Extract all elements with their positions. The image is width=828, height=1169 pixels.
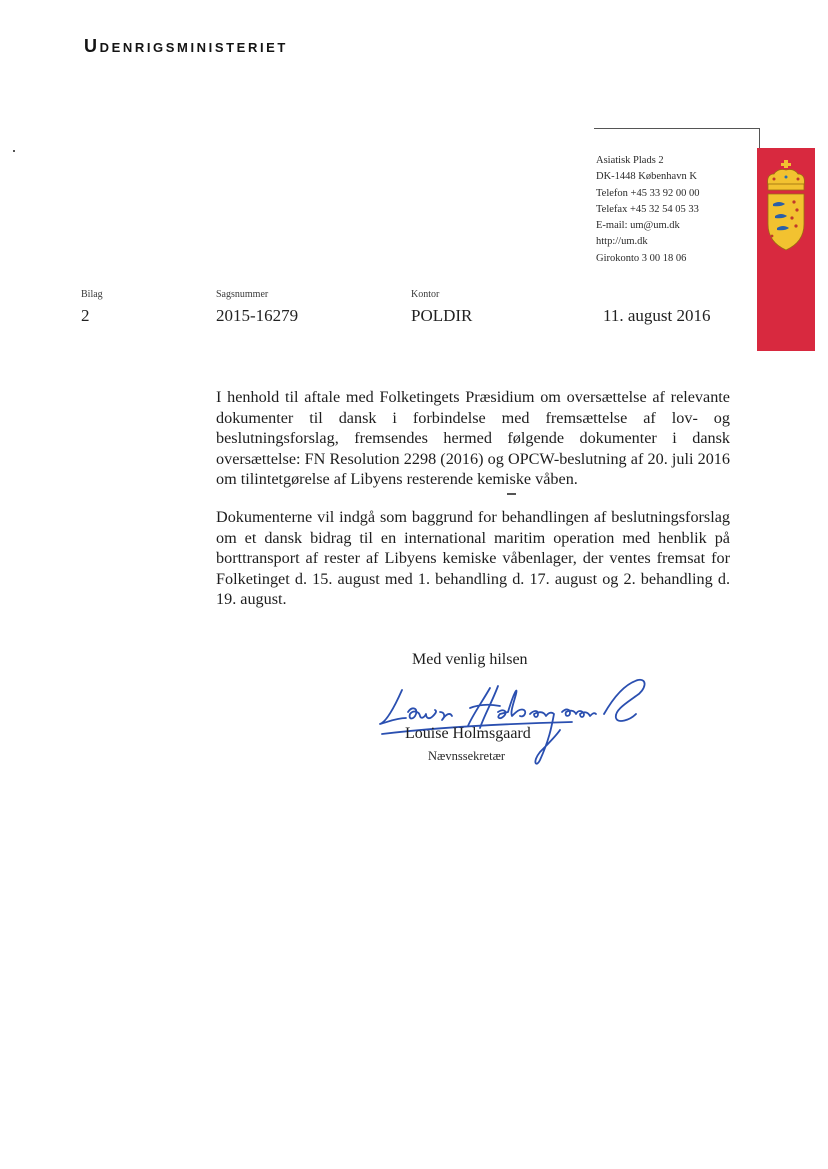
bilag-label: Bilag: [81, 289, 103, 300]
header-rule: [594, 128, 760, 129]
address-line: Telefon +45 33 92 00 00: [596, 187, 700, 199]
letter-body: [216, 387, 730, 627]
scan-speck: [507, 493, 516, 495]
address-line: E-mail: um@um.dk: [596, 220, 680, 232]
ministry-letterhead: Udenrigsministeriet: [84, 36, 288, 56]
signer-name: Louise Holmsgaard: [405, 725, 531, 742]
kontor-label: Kontor: [411, 289, 440, 300]
address-line: Telefax +45 32 54 05 33: [596, 203, 699, 215]
sender-address: [596, 153, 699, 267]
letter-date: 11. august 2016: [603, 306, 711, 325]
header-rule-vertical: [759, 128, 760, 148]
sagsnummer-value: 2015-16279: [216, 306, 299, 325]
closing-greeting: Med venlig hilsen: [412, 651, 528, 668]
kontor-value: POLDIR: [411, 306, 473, 325]
body-paragraph: I henhold til aftale med Folketingets Præsidium om oversættelse af relevante dokumenter til dansk i forbindelse med fremsættelse af lov- og beslutningsforslag, fremsendes hermed følgende dokumenter i dansk oversættelse: FN Resolution 2298 (2016) og OPCW-beslutning af 20. juli 2016 om tilintetgørelse af Libyens resterende kemiske våben.: [216, 388, 730, 489]
address-line: http://um.dk: [596, 236, 648, 248]
scan-speck: [13, 150, 15, 152]
sagsnummer-label: Sagsnummer: [216, 289, 269, 300]
coat-of-arms-icon: [764, 160, 808, 260]
bilag-value: 2: [81, 306, 90, 325]
body-paragraph: Dokumenterne vil indgå som baggrund for behandlingen af beslutningsforslag om et dansk bidrag til en international maritim operation med henblik på borttransport af rester af Libyens kemiske våbenlager, der ventes fremsat for Folketinget d. 15. august med 1. behandling d. 17. august og 2. behandling d. 19. august.: [216, 507, 730, 609]
address-line: Asiatisk Plads 2: [596, 155, 664, 166]
signer-title: Nævnssekretær: [428, 749, 506, 763]
address-line: Girokonto 3 00 18 06: [596, 252, 687, 264]
address-line: DK-1448 København K: [596, 171, 697, 183]
handwritten-signature: [372, 678, 662, 768]
